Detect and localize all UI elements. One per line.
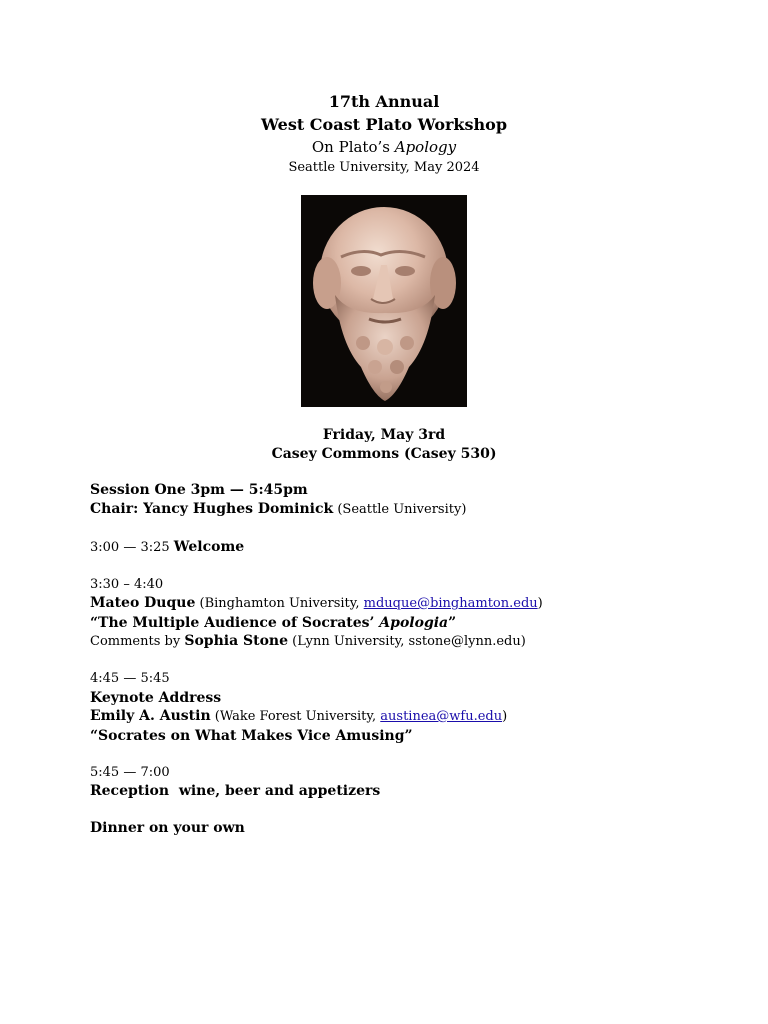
keynote-affiliation: (Wake Forest University, (210, 709, 381, 724)
schedule (90, 481, 730, 838)
day-venue: Casey Commons (Casey 530) (271, 445, 497, 462)
keynote-time: 4:45 — 5:45 (90, 671, 170, 686)
welcome-entry (90, 538, 730, 558)
spacer (90, 801, 730, 820)
session-chair (90, 500, 730, 520)
commenter-affiliation: (Lynn University, sstone@lynn.edu) (288, 634, 526, 649)
socrates-bust-illustration (301, 195, 467, 407)
spacer (90, 557, 730, 576)
socrates-bust-image (301, 195, 467, 407)
day-date: Friday, May 3rd (322, 427, 446, 443)
spacer (90, 745, 730, 764)
talk1-speaker-line (90, 594, 730, 614)
reception-label (90, 782, 730, 801)
keynote-title-text: “Socrates on What Makes Vice Amusing” (90, 727, 413, 744)
edition-title: 17th Annual (328, 92, 440, 111)
session-title (90, 481, 730, 500)
keynote-label (90, 689, 730, 708)
talk1-affiliation: (Binghamton University, (195, 596, 364, 611)
workshop-header (0, 90, 768, 178)
spacer (90, 519, 730, 538)
dinner-note (90, 819, 730, 838)
commenter-name: Sophia Stone (184, 633, 289, 649)
welcome-label: Welcome (173, 538, 245, 555)
talk1-title (90, 614, 730, 633)
subtitle-prefix: On Plato’s (311, 138, 395, 156)
welcome-time: 3:00 — 3:25 (90, 539, 174, 555)
talk1-title-open: “The Multiple Audience of Socrates’ (90, 614, 380, 631)
keynote-email-link[interactable]: austinea@wfu.edu (380, 709, 503, 724)
keynote-title (90, 727, 730, 746)
comments-prefix: Comments by (90, 634, 185, 649)
keynote-speaker-line (90, 707, 730, 727)
talk1-title-close: ” (448, 614, 457, 631)
reception-label-text: Reception wine, beer and appetizers (90, 783, 381, 799)
dinner-label: Dinner on your own (90, 820, 245, 836)
session-title-text: Session One 3pm — 5:45pm (90, 482, 308, 498)
day-heading (0, 426, 768, 463)
subtitle-work: Apology (394, 138, 457, 156)
spacer (90, 652, 730, 671)
workshop-location-date: Seattle University, May 2024 (288, 160, 480, 175)
talk1-time: 3:30 – 4:40 (90, 576, 164, 592)
talk1-title-italic: Apologia (379, 614, 449, 631)
keynote-affiliation-close: ) (502, 709, 508, 724)
workshop-subtitle (0, 136, 768, 158)
keynote-label-text: Keynote Address (90, 689, 222, 706)
talk1-speaker: Mateo Duque (90, 595, 196, 611)
chair-affiliation: (Seattle University) (333, 501, 467, 517)
talk1-affiliation-close: ) (537, 596, 543, 611)
reception-time: 5:45 — 7:00 (90, 764, 170, 780)
chair-name: Chair: Yancy Hughes Dominick (90, 500, 334, 517)
talk1-email-link[interactable]: mduque@binghamton.edu (363, 596, 538, 611)
workshop-title: West Coast Plato Workshop (260, 115, 507, 134)
talk1-comments (90, 632, 730, 652)
keynote-speaker: Emily A. Austin (90, 708, 211, 724)
